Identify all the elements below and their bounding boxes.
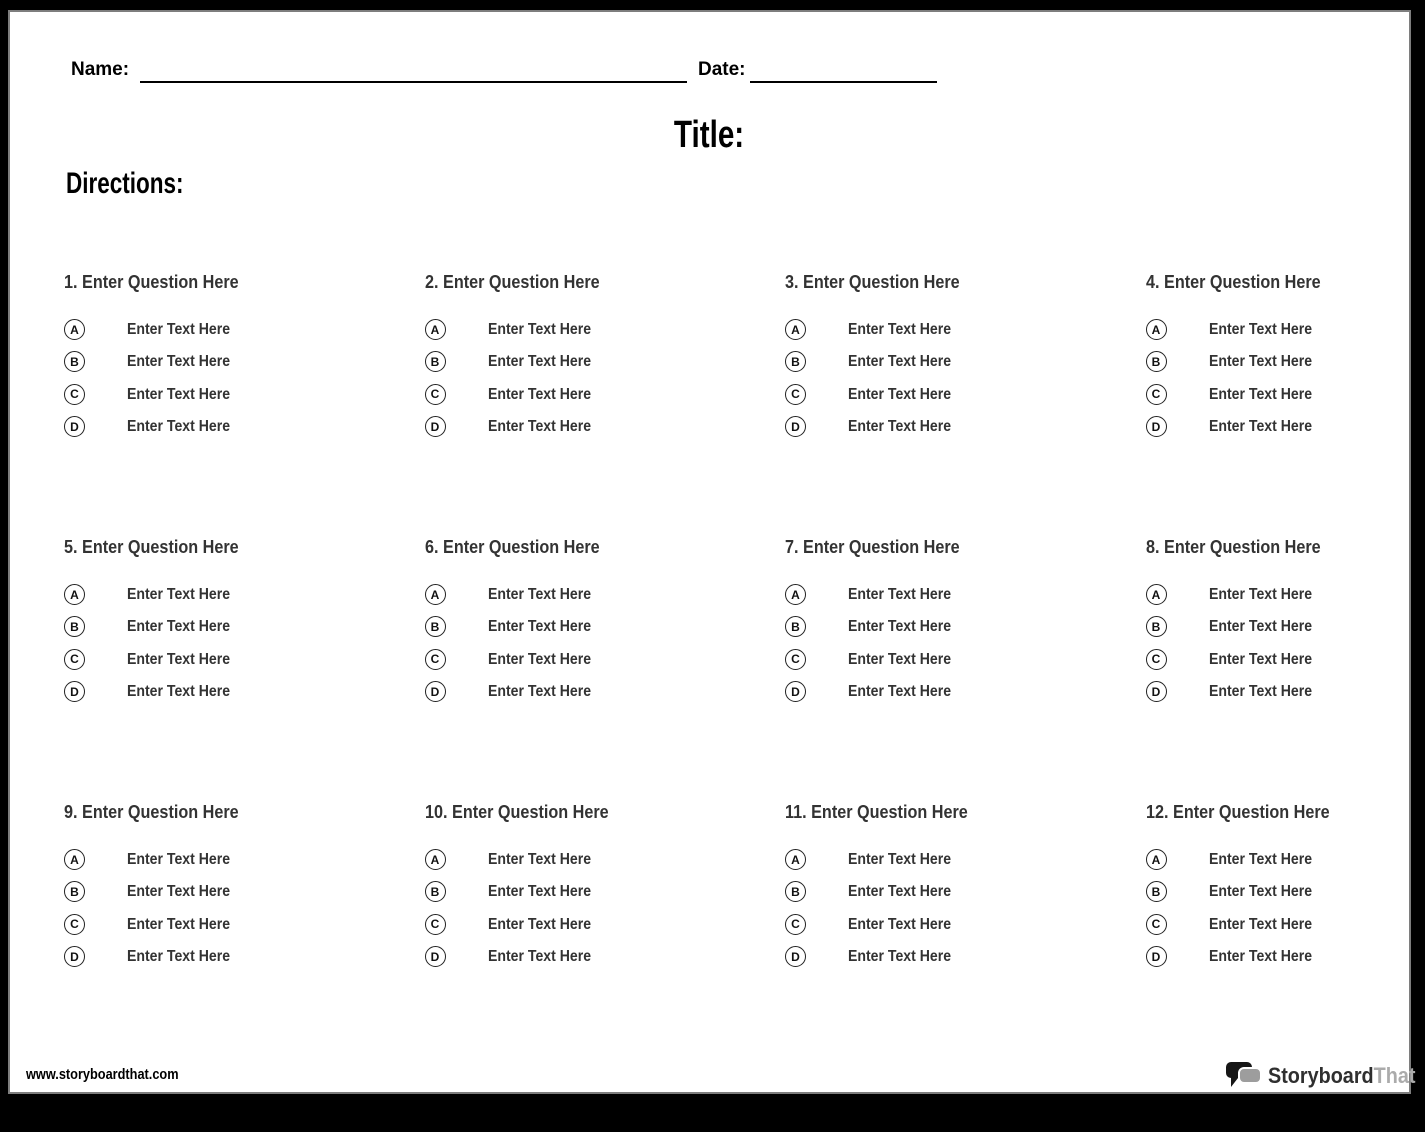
question-block bbox=[785, 271, 1095, 449]
answer-option bbox=[64, 649, 374, 670]
question-label: 6. Enter Question Here bbox=[424, 537, 600, 557]
directions-label: Directions: bbox=[66, 167, 184, 200]
answer-option bbox=[425, 351, 735, 372]
options-list bbox=[64, 584, 374, 702]
option-text: Enter Text Here bbox=[487, 851, 591, 868]
option-text: Enter Text Here bbox=[1208, 418, 1312, 436]
option-letter: B bbox=[430, 884, 440, 899]
option-letter: C bbox=[430, 652, 440, 667]
question-block bbox=[425, 536, 735, 714]
option-text: Enter Text Here bbox=[848, 915, 952, 933]
option-letter: B bbox=[70, 619, 79, 634]
answer-option bbox=[1146, 416, 1425, 437]
option-letter: A bbox=[791, 587, 800, 602]
option-letter: D bbox=[791, 419, 800, 434]
answer-option bbox=[785, 649, 1095, 670]
option-text: Enter Text Here bbox=[487, 915, 591, 933]
option-letter: C bbox=[70, 917, 79, 932]
option-letter-circle bbox=[64, 584, 85, 605]
options-list bbox=[785, 849, 1095, 967]
question-label: 3. Enter Question Here bbox=[785, 272, 960, 292]
option-text: Enter Text Here bbox=[1208, 883, 1312, 901]
options-list bbox=[425, 584, 735, 702]
option-letter-circle bbox=[64, 914, 85, 935]
answer-option bbox=[1146, 649, 1425, 670]
answer-option bbox=[1146, 914, 1425, 935]
option-letter-circle bbox=[1146, 351, 1167, 372]
answer-option bbox=[425, 384, 735, 405]
option-letter: A bbox=[70, 322, 79, 337]
option-text: Enter Text Here bbox=[848, 948, 952, 966]
option-text: Enter Text Here bbox=[487, 683, 591, 701]
option-letter-circle bbox=[1146, 584, 1167, 605]
options-list bbox=[425, 319, 735, 437]
answer-option bbox=[785, 681, 1095, 702]
option-text: Enter Text Here bbox=[487, 385, 591, 403]
option-text: Enter Text Here bbox=[848, 851, 952, 868]
name-label: Name: bbox=[71, 59, 130, 80]
question-block bbox=[785, 536, 1095, 714]
option-text: Enter Text Here bbox=[127, 353, 231, 371]
option-letter: B bbox=[70, 354, 79, 369]
option-letter-circle bbox=[425, 914, 446, 935]
option-letter-circle bbox=[64, 881, 85, 902]
options-list bbox=[64, 319, 374, 437]
answer-option bbox=[64, 584, 374, 605]
option-letter-circle bbox=[1146, 946, 1167, 967]
option-text: Enter Text Here bbox=[127, 683, 231, 701]
option-letter: D bbox=[430, 684, 440, 699]
option-letter: D bbox=[70, 684, 79, 699]
answer-option bbox=[425, 881, 735, 902]
option-text: Enter Text Here bbox=[487, 321, 591, 338]
option-text: Enter Text Here bbox=[1208, 586, 1312, 603]
option-letter-circle bbox=[1146, 384, 1167, 405]
option-letter-circle bbox=[1146, 616, 1167, 637]
option-text: Enter Text Here bbox=[848, 618, 952, 636]
options-list bbox=[425, 849, 735, 967]
option-text: Enter Text Here bbox=[127, 385, 231, 403]
option-letter-circle bbox=[785, 946, 806, 967]
option-text: Enter Text Here bbox=[1208, 618, 1312, 636]
option-letter-circle bbox=[425, 946, 446, 967]
answer-option bbox=[425, 681, 735, 702]
option-letter: A bbox=[791, 852, 800, 867]
option-letter: C bbox=[70, 387, 79, 402]
option-letter: C bbox=[791, 652, 800, 667]
question-label: 4. Enter Question Here bbox=[1145, 272, 1321, 292]
option-letter: D bbox=[70, 949, 79, 964]
question-label: 12. Enter Question Here bbox=[1145, 802, 1330, 822]
option-letter: D bbox=[430, 419, 440, 434]
option-letter-circle bbox=[425, 584, 446, 605]
option-letter-circle bbox=[425, 384, 446, 405]
option-text: Enter Text Here bbox=[127, 883, 231, 901]
option-letter: A bbox=[70, 587, 79, 602]
question-label: 10. Enter Question Here bbox=[424, 802, 609, 822]
question-label: 2. Enter Question Here bbox=[424, 272, 600, 292]
answer-option bbox=[425, 914, 735, 935]
answer-option bbox=[785, 616, 1095, 637]
answer-option bbox=[64, 384, 374, 405]
option-letter-circle bbox=[64, 319, 85, 340]
options-list bbox=[1146, 849, 1425, 967]
option-letter-circle bbox=[425, 416, 446, 437]
option-text: Enter Text Here bbox=[487, 650, 591, 668]
answer-option bbox=[64, 681, 374, 702]
option-letter-circle bbox=[785, 849, 806, 870]
logo-text-primary: Storyboard bbox=[1268, 1063, 1374, 1088]
option-letter: B bbox=[1151, 884, 1161, 899]
option-letter: B bbox=[791, 884, 800, 899]
option-letter: A bbox=[70, 852, 79, 867]
option-letter-circle bbox=[785, 681, 806, 702]
option-letter: B bbox=[1151, 354, 1161, 369]
option-text: Enter Text Here bbox=[127, 418, 231, 436]
title-row bbox=[10, 114, 1409, 156]
answer-option bbox=[425, 319, 735, 340]
website-url: www.storyboardthat.com bbox=[26, 1066, 179, 1083]
options-list bbox=[1146, 584, 1425, 702]
option-letter-circle bbox=[785, 319, 806, 340]
option-text: Enter Text Here bbox=[848, 586, 952, 603]
question-block bbox=[1146, 536, 1425, 714]
option-text: Enter Text Here bbox=[487, 353, 591, 371]
answer-option bbox=[425, 416, 735, 437]
option-letter: B bbox=[430, 354, 440, 369]
answer-option bbox=[64, 914, 374, 935]
date-label: Date: bbox=[698, 59, 746, 80]
option-text: Enter Text Here bbox=[848, 353, 952, 371]
option-text: Enter Text Here bbox=[1208, 948, 1312, 966]
answer-option bbox=[1146, 946, 1425, 967]
option-letter-circle bbox=[1146, 649, 1167, 670]
storyboardthat-logo bbox=[1226, 1058, 1425, 1094]
answer-option bbox=[1146, 616, 1425, 637]
option-text: Enter Text Here bbox=[487, 883, 591, 901]
option-text: Enter Text Here bbox=[1208, 385, 1312, 403]
options-list bbox=[785, 584, 1095, 702]
option-letter: A bbox=[430, 322, 440, 337]
option-text: Enter Text Here bbox=[127, 321, 231, 338]
option-letter-circle bbox=[785, 616, 806, 637]
option-letter-circle bbox=[425, 351, 446, 372]
question-label: 8. Enter Question Here bbox=[1145, 537, 1321, 557]
answer-option bbox=[785, 914, 1095, 935]
answer-option bbox=[785, 384, 1095, 405]
option-letter-circle bbox=[64, 351, 85, 372]
option-letter: D bbox=[791, 949, 800, 964]
option-text: Enter Text Here bbox=[487, 948, 591, 966]
option-text: Enter Text Here bbox=[1208, 851, 1312, 868]
option-text: Enter Text Here bbox=[127, 915, 231, 933]
option-text: Enter Text Here bbox=[1208, 915, 1312, 933]
question-label: 9. Enter Question Here bbox=[64, 802, 239, 822]
option-letter-circle bbox=[64, 849, 85, 870]
answer-option bbox=[1146, 849, 1425, 870]
option-letter: A bbox=[1151, 322, 1161, 337]
question-block bbox=[1146, 801, 1425, 979]
option-text: Enter Text Here bbox=[127, 650, 231, 668]
question-block bbox=[64, 271, 374, 449]
option-text: Enter Text Here bbox=[487, 618, 591, 636]
option-text: Enter Text Here bbox=[1208, 683, 1312, 701]
option-letter: C bbox=[791, 917, 800, 932]
option-text: Enter Text Here bbox=[848, 321, 952, 338]
option-letter-circle bbox=[785, 649, 806, 670]
answer-option bbox=[1146, 681, 1425, 702]
option-text: Enter Text Here bbox=[487, 586, 591, 603]
option-letter: A bbox=[791, 322, 800, 337]
answer-option bbox=[425, 584, 735, 605]
question-label: 7. Enter Question Here bbox=[785, 537, 960, 557]
worksheet-page bbox=[8, 10, 1416, 1094]
option-letter: D bbox=[791, 684, 800, 699]
answer-option bbox=[1146, 384, 1425, 405]
question-label: 1. Enter Question Here bbox=[64, 272, 239, 292]
option-letter: C bbox=[70, 652, 79, 667]
option-letter: D bbox=[1151, 419, 1161, 434]
answer-option bbox=[425, 616, 735, 637]
option-letter-circle bbox=[64, 384, 85, 405]
answer-option bbox=[1146, 351, 1425, 372]
option-text: Enter Text Here bbox=[848, 883, 952, 901]
answer-option bbox=[785, 881, 1095, 902]
question-block bbox=[425, 271, 735, 449]
question-block bbox=[425, 801, 735, 979]
option-letter: D bbox=[430, 949, 440, 964]
option-letter-circle bbox=[785, 351, 806, 372]
option-letter: C bbox=[1151, 387, 1161, 402]
answer-option bbox=[64, 416, 374, 437]
option-text: Enter Text Here bbox=[1208, 650, 1312, 668]
option-letter: B bbox=[430, 619, 440, 634]
option-letter: A bbox=[1151, 852, 1161, 867]
page-title: Title: bbox=[674, 114, 745, 156]
answer-option bbox=[64, 319, 374, 340]
question-block bbox=[64, 801, 374, 979]
option-letter: B bbox=[791, 619, 800, 634]
options-list bbox=[785, 319, 1095, 437]
option-letter-circle bbox=[785, 881, 806, 902]
answer-option bbox=[425, 946, 735, 967]
option-letter: A bbox=[1151, 587, 1161, 602]
answer-option bbox=[64, 849, 374, 870]
option-letter-circle bbox=[425, 319, 446, 340]
question-label: 5. Enter Question Here bbox=[64, 537, 239, 557]
question-block bbox=[785, 801, 1095, 979]
option-letter-circle bbox=[64, 616, 85, 637]
option-text: Enter Text Here bbox=[1208, 321, 1312, 338]
option-letter: C bbox=[430, 387, 440, 402]
option-text: Enter Text Here bbox=[848, 683, 952, 701]
option-letter-circle bbox=[785, 584, 806, 605]
option-letter-circle bbox=[1146, 681, 1167, 702]
option-letter-circle bbox=[1146, 914, 1167, 935]
option-letter-circle bbox=[1146, 881, 1167, 902]
answer-option bbox=[785, 319, 1095, 340]
option-letter-circle bbox=[64, 946, 85, 967]
answer-option bbox=[785, 416, 1095, 437]
option-letter-circle bbox=[1146, 849, 1167, 870]
option-letter-circle bbox=[64, 416, 85, 437]
option-letter: B bbox=[791, 354, 800, 369]
option-letter-circle bbox=[425, 649, 446, 670]
option-letter-circle bbox=[425, 849, 446, 870]
option-text: Enter Text Here bbox=[127, 586, 231, 603]
answer-option bbox=[64, 881, 374, 902]
option-text: Enter Text Here bbox=[127, 851, 231, 868]
answer-option bbox=[1146, 584, 1425, 605]
option-text: Enter Text Here bbox=[127, 948, 231, 966]
answer-option bbox=[64, 616, 374, 637]
option-text: Enter Text Here bbox=[1208, 353, 1312, 371]
options-list bbox=[1146, 319, 1425, 437]
option-letter-circle bbox=[1146, 416, 1167, 437]
answer-option bbox=[425, 849, 735, 870]
question-block bbox=[64, 536, 374, 714]
answer-option bbox=[1146, 319, 1425, 340]
question-block bbox=[1146, 271, 1425, 449]
option-letter: C bbox=[1151, 652, 1161, 667]
answer-option bbox=[1146, 881, 1425, 902]
option-letter-circle bbox=[1146, 319, 1167, 340]
option-letter: C bbox=[791, 387, 800, 402]
option-letter-circle bbox=[785, 384, 806, 405]
answer-option bbox=[64, 946, 374, 967]
date-line bbox=[750, 81, 937, 83]
option-letter: B bbox=[70, 884, 79, 899]
option-letter: C bbox=[1151, 917, 1161, 932]
answer-option bbox=[425, 649, 735, 670]
option-text: Enter Text Here bbox=[848, 418, 952, 436]
answer-option bbox=[64, 351, 374, 372]
option-letter-circle bbox=[785, 416, 806, 437]
option-letter: D bbox=[1151, 684, 1161, 699]
answer-option bbox=[785, 584, 1095, 605]
option-letter: C bbox=[430, 917, 440, 932]
option-text: Enter Text Here bbox=[487, 418, 591, 436]
option-text: Enter Text Here bbox=[848, 650, 952, 668]
question-label: 11. Enter Question Here bbox=[785, 802, 968, 822]
option-letter-circle bbox=[425, 681, 446, 702]
logo-wordmark bbox=[1268, 1058, 1415, 1094]
answer-option bbox=[785, 849, 1095, 870]
option-letter: A bbox=[430, 587, 440, 602]
option-letter: B bbox=[1151, 619, 1161, 634]
answer-option bbox=[785, 946, 1095, 967]
logo-text-secondary: That bbox=[1373, 1063, 1416, 1088]
speech-bubbles-icon bbox=[1226, 1060, 1262, 1092]
option-letter: D bbox=[1151, 949, 1161, 964]
name-line bbox=[140, 81, 687, 83]
option-letter-circle bbox=[64, 649, 85, 670]
option-letter-circle bbox=[785, 914, 806, 935]
answer-option bbox=[785, 351, 1095, 372]
option-letter: A bbox=[430, 852, 440, 867]
option-text: Enter Text Here bbox=[848, 385, 952, 403]
option-text: Enter Text Here bbox=[127, 618, 231, 636]
options-list bbox=[64, 849, 374, 967]
option-letter-circle bbox=[64, 681, 85, 702]
option-letter-circle bbox=[425, 616, 446, 637]
option-letter-circle bbox=[425, 881, 446, 902]
option-letter: D bbox=[70, 419, 79, 434]
